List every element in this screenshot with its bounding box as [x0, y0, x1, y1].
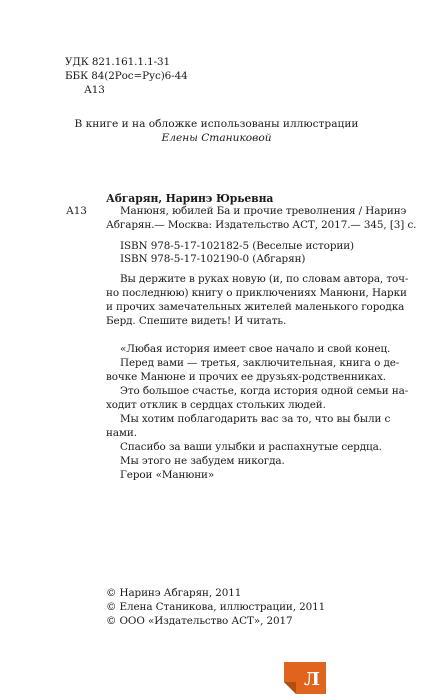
- quote-line: «Любая история имеет свое начало и свой конец.: [120, 343, 391, 355]
- isbn-line: ISBN 978-5-17-102190-0 (Абгарян): [120, 253, 306, 265]
- copyright-line: © Елена Станикова, иллюстрации, 2011: [106, 601, 326, 613]
- udk-code: УДК 821.161.1.1-31: [65, 56, 171, 68]
- author-mark-code: А13: [84, 84, 105, 96]
- quote-line: ходит отклик в сердцах стольких людей.: [106, 399, 326, 411]
- quote-line: Мы хотим поблагодарить вас за то, что вы были с: [120, 413, 391, 425]
- illustrator-name: Елены Станиковой: [161, 132, 272, 144]
- annotation-line: Берд. Спешите видеть! И читать.: [106, 315, 287, 327]
- logo-letter: Л: [304, 669, 320, 690]
- quote-line: Мы этого не забудем никогда.: [120, 455, 285, 467]
- annotation-line: и прочих замечательных жителей маленького городка: [106, 301, 405, 313]
- quote-signature: Герои «Манюни»: [120, 469, 215, 481]
- annotation-line: но последнюю) книгу о приключениях Манюни, Нарки: [106, 287, 407, 299]
- catalog-code: А13: [66, 205, 87, 217]
- bbk-code: ББК 84(2Рос=Рус)6-44: [65, 70, 188, 82]
- catalog-title-line: Манюня, юбилей Ба и прочие треволнения / Наринэ: [120, 205, 407, 217]
- quote-line: Спасибо за ваши улыбки и распахнутые сердца.: [120, 441, 382, 453]
- publisher-logo-icon: [282, 660, 328, 696]
- quote-line: нами.: [106, 427, 137, 439]
- copyright-line: © Наринэ Абгарян, 2011: [106, 587, 242, 599]
- isbn-line: ISBN 978-5-17-102182-5 (Веселые истории): [120, 240, 354, 252]
- quote-line: вочке Манюне и прочих ее друзьях-родственниках.: [106, 371, 386, 383]
- copyright-line: © ООО «Издательство АСТ», 2017: [106, 615, 293, 627]
- illustrations-note: [0, 117, 433, 145]
- quote-line: Это большое счастье, когда история одной семьи на-: [120, 385, 409, 397]
- illustrations-note-line: В книге и на обложке использованы иллюстрации: [74, 118, 359, 130]
- annotation-line: Вы держите в руках новую (и, по словам автора, точ-: [120, 273, 409, 285]
- quote-line: Перед вами — третья, заключительная, книга о де-: [120, 357, 400, 369]
- catalog-title-line: Абгарян.— Москва: Издательство АСТ, 2017.— 345, [3] с.: [106, 219, 417, 231]
- catalog-author: Абгарян, Наринэ Юрьевна: [106, 192, 274, 205]
